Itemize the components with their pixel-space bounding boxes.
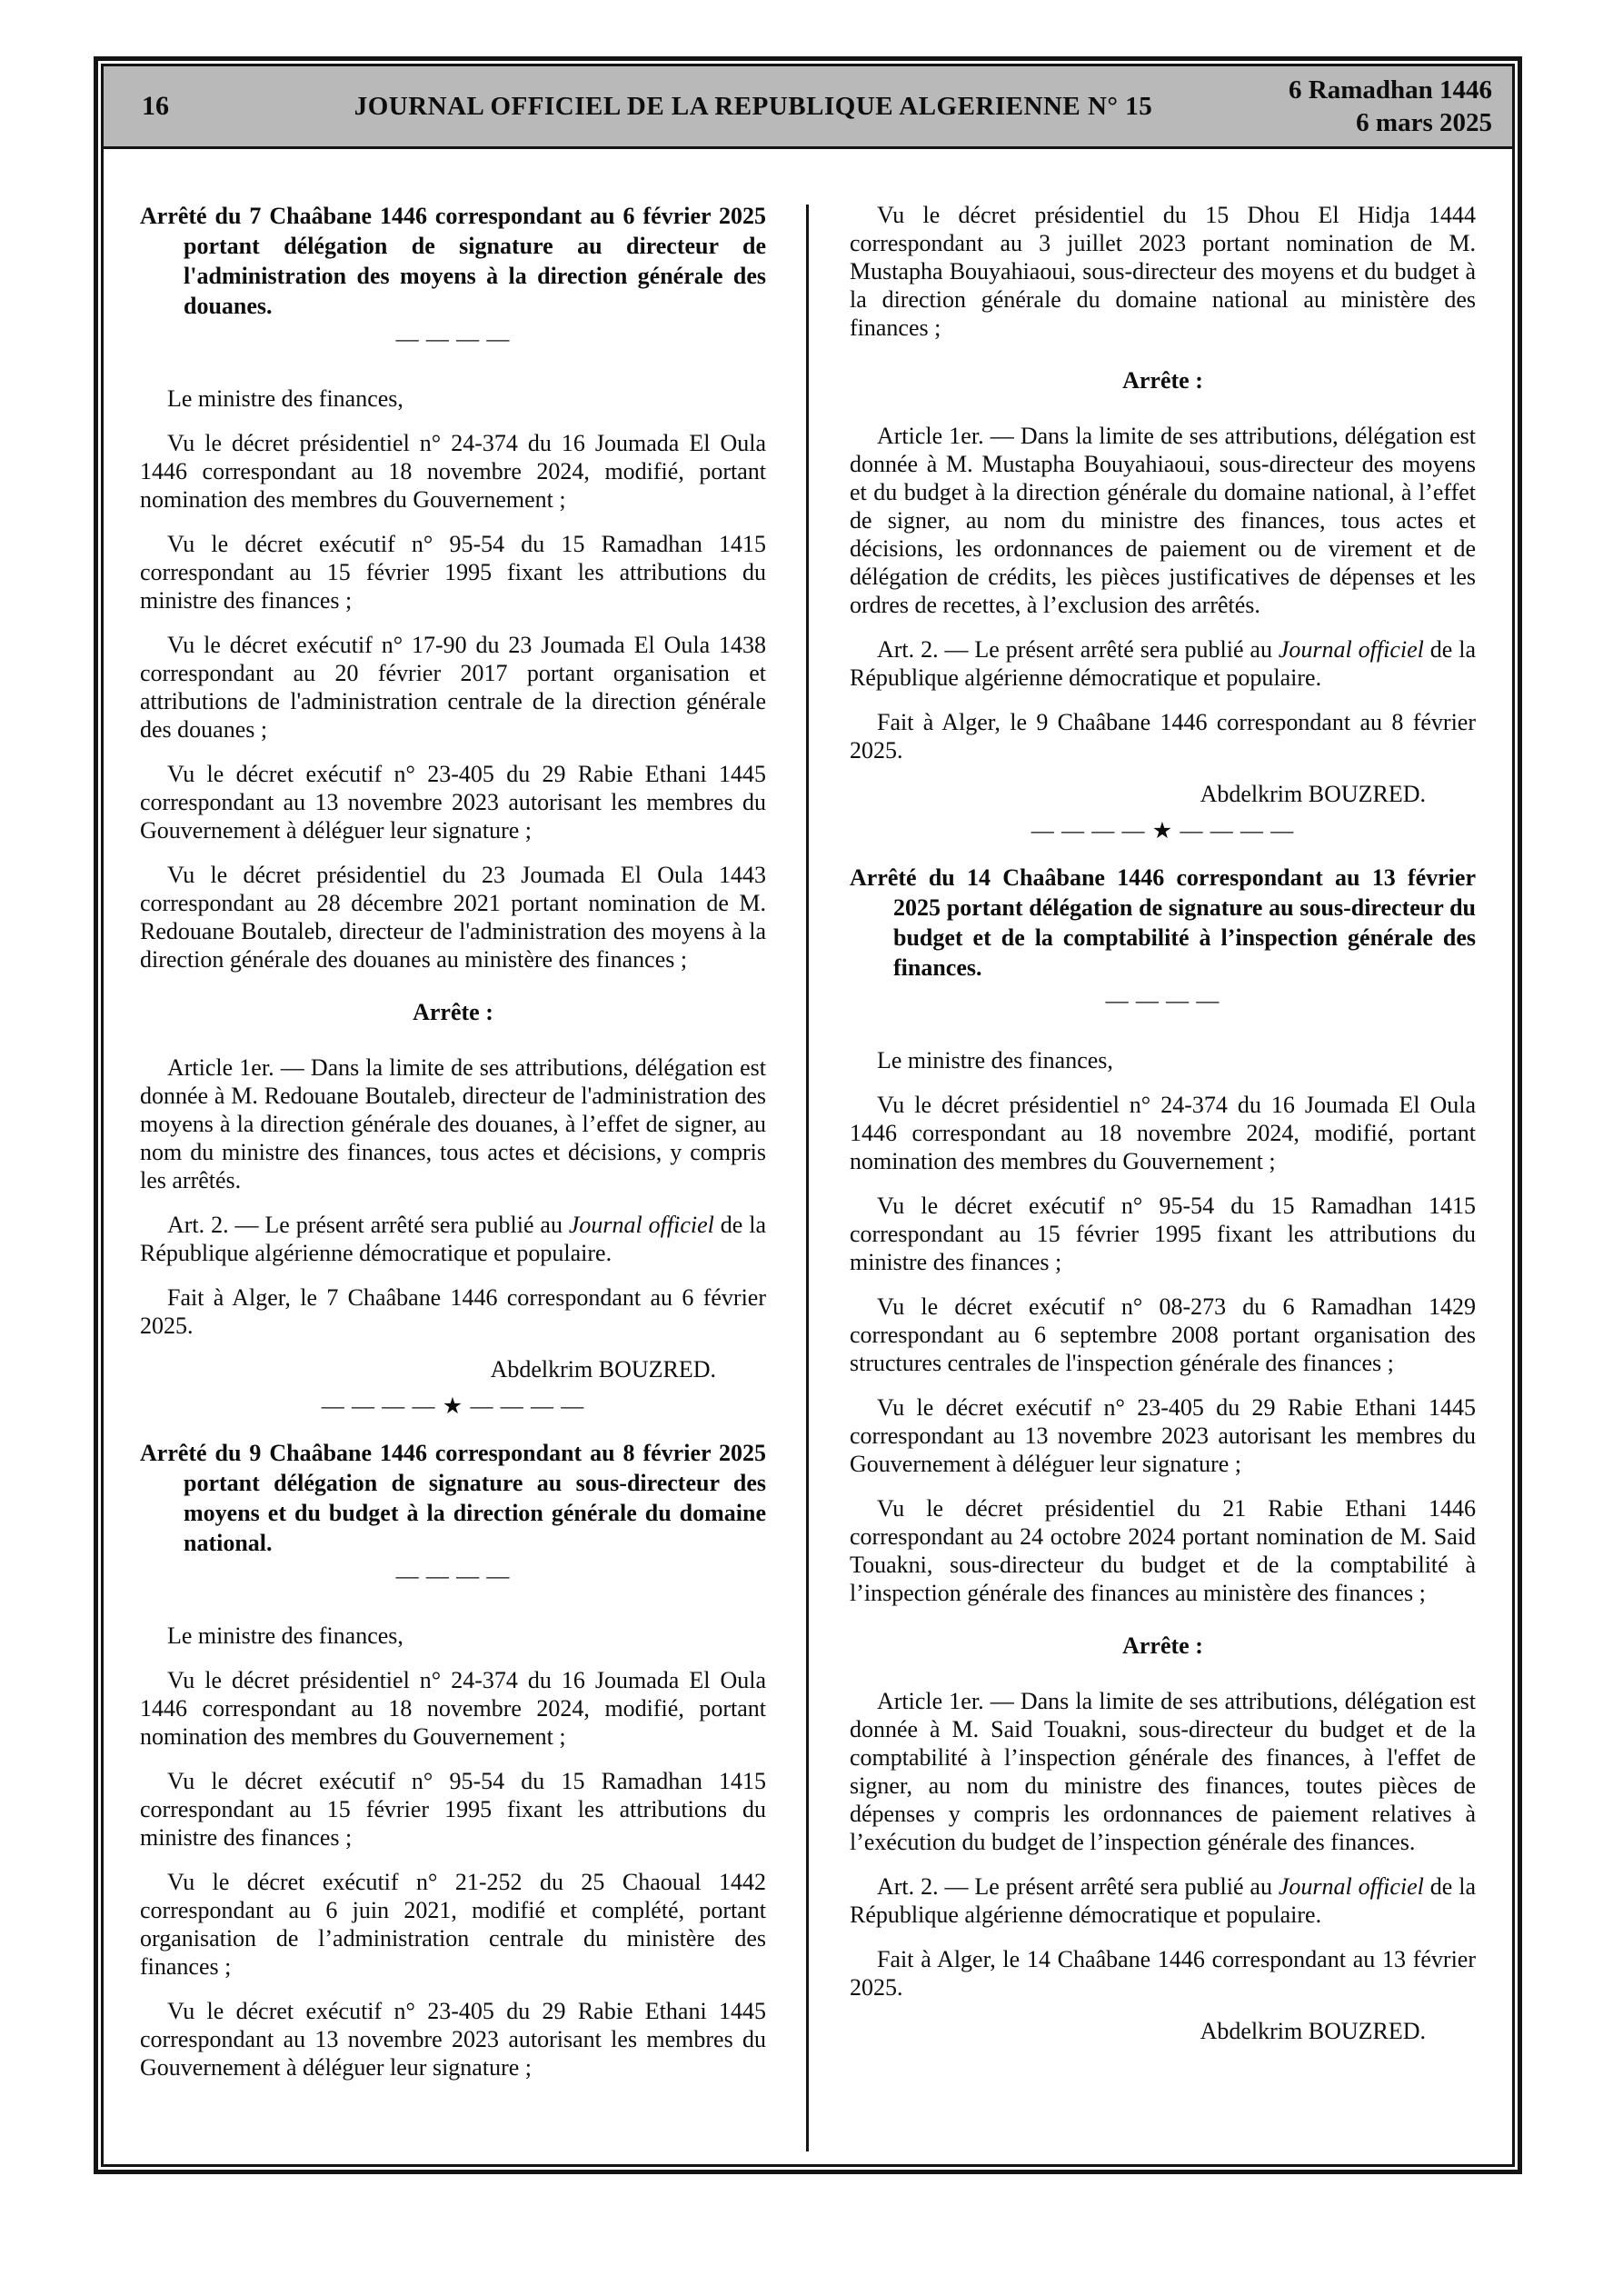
arrete-heading: Arrête : <box>1122 1632 1203 1659</box>
paragraph <box>140 1211 766 1267</box>
arrete-title: Arrêté du 9 Chaâbane 1446 correspondant au 8 février 2025 portant délégation de signature au sous-directeur des moyens et du budget à la direction générale du domaine national. <box>140 1440 766 1556</box>
paragraph: Le ministre des finances, <box>167 1622 403 1649</box>
arrete-heading: Arrête : <box>1122 367 1203 394</box>
dash-separator: — — — — <box>395 1564 511 1589</box>
paragraph: Vu le décret exécutif n° 21-252 du 25 Chaoual 1442 correspondant au 6 juin 2021, modifié et complété, portant organisation de l’administration centrale du ministère des finances ; <box>140 1869 766 1980</box>
paragraph: Vu le décret exécutif n° 95-54 du 15 Ramadhan 1415 correspondant au 15 février 1995 fixant les attributions du ministre des finances ; <box>850 1193 1476 1275</box>
star-separator: — — — — ★ — — — — <box>1031 819 1295 844</box>
header-band <box>104 66 1512 149</box>
paragraph: Fait à Alger, le 9 Chaâbane 1446 correspondant au 8 février 2025. <box>850 709 1476 764</box>
dash-separator: — — — — <box>395 327 511 352</box>
paragraph: Vu le décret exécutif n° 95-54 du 15 Ramadhan 1415 correspondant au 15 février 1995 fixant les attributions du ministre des finances ; <box>140 531 766 614</box>
paragraph <box>850 635 1476 692</box>
star-separator: — — — — ★ — — — — <box>321 1394 585 1419</box>
paragraph: Vu le décret présidentiel n° 24-374 du 16 Joumada El Oula 1446 correspondant au 18 novembre 2024, modifié, portant nomination des membres du Gouvernement ; <box>850 1092 1476 1174</box>
paragraph: Vu le décret présidentiel du 15 Dhou El Hidja 1444 correspondant au 3 juillet 2023 portant nomination de M. Mustapha Bouyahiaoui, sous-directeur des moyens et du budget à la direction générale du domaine national au ministère des finances ; <box>850 202 1476 341</box>
paragraph: Le ministre des finances, <box>167 385 403 412</box>
paragraph: Vu le décret présidentiel du 21 Rabie Ethani 1446 correspondant au 24 octobre 2024 portant nomination de M. Said Touakni, sous-directeur du budget et de la comptabilité à l’inspection générale des finances au ministère des finances ; <box>850 1495 1476 1606</box>
journal-title: JOURNAL OFFICIEL DE LA REPUBLIQUE ALGERIENNE N° 15 <box>353 91 1153 121</box>
signature: Abdelkrim BOUZRED. <box>490 1356 716 1383</box>
paragraph: Le ministre des finances, <box>877 1047 1113 1073</box>
dash-separator: — — — — <box>1105 989 1220 1013</box>
text-run: de la République algérienne démocratique et populaire. <box>850 636 1476 691</box>
arrete-title: Arrêté du 14 Chaâbane 1446 correspondant au 13 février 2025 portant délégation de signature au sous-directeur du budget et de la comptabilité à l’inspection générale des finances. <box>850 864 1476 981</box>
paragraph: Fait à Alger, le 7 Chaâbane 1446 correspondant au 6 février 2025. <box>140 1284 766 1339</box>
text-run: de la République algérienne démocratique et populaire. <box>850 1873 1476 1928</box>
italic-run: Journal officiel <box>1278 636 1424 663</box>
paragraph <box>850 1872 1476 1929</box>
paragraph: Vu le décret exécutif n° 08-273 du 6 Ramadhan 1429 correspondant au 6 septembre 2008 portant organisation des structures centrales de l'inspection générale des finances ; <box>850 1293 1476 1376</box>
page-number: 16 <box>142 91 169 121</box>
header-dates <box>1247 74 1492 139</box>
page-frame <box>94 56 1522 2174</box>
text-run: Art. 2. — Le présent arrêté sera publié au <box>167 1212 569 1238</box>
italic-run: Journal officiel <box>1278 1873 1424 1900</box>
arrete-title: Arrêté du 7 Chaâbane 1446 correspondant au 6 février 2025 portant délégation de signature au directeur de l'administration des moyens à la direction générale des douanes. <box>140 203 766 319</box>
paragraph: Vu le décret exécutif n° 17-90 du 23 Joumada El Oula 1438 correspondant au 20 février 2017 portant organisation et attributions de l'administration centrale de la direction générale des douanes ; <box>140 632 766 743</box>
italic-run: Journal officiel <box>568 1212 714 1238</box>
signature: Abdelkrim BOUZRED. <box>1200 2018 1426 2044</box>
date-gregorian: 6 mars 2025 <box>1356 108 1492 137</box>
column-right <box>808 152 1512 2164</box>
paragraph: Fait à Alger, le 14 Chaâbane 1446 correspondant au 13 février 2025. <box>850 1946 1476 2001</box>
paragraph: Vu le décret présidentiel n° 24-374 du 16 Joumada El Oula 1446 correspondant au 18 novembre 2024, modifié, portant nomination des membres du Gouvernement ; <box>140 430 766 513</box>
column-left <box>104 152 808 2164</box>
arrete-heading: Arrête : <box>413 999 493 1025</box>
paragraph: Vu le décret exécutif n° 23-405 du 29 Rabie Ethani 1445 correspondant au 13 novembre 2023 autorisant les membres du Gouvernement à déléguer leur signature ; <box>850 1394 1476 1477</box>
text-run: de la République algérienne démocratique et populaire. <box>140 1212 766 1266</box>
signature: Abdelkrim BOUZRED. <box>1200 781 1426 807</box>
date-hijri: 6 Ramadhan 1446 <box>1289 75 1492 105</box>
paragraph: Vu le décret présidentiel du 23 Joumada El Oula 1443 correspondant au 28 décembre 2021 portant nomination de M. Redouane Boutaleb, directeur de l'administration des moyens à la direction générale des douanes au ministère des finances ; <box>140 862 766 973</box>
paragraph: Vu le décret exécutif n° 23-405 du 29 Rabie Ethani 1445 correspondant au 13 novembre 2023 autorisant les membres du Gouvernement à déléguer leur signature ; <box>140 761 766 844</box>
paragraph: Article 1er. — Dans la limite de ses attributions, délégation est donnée à M. Said Touakni, sous-directeur du budget et de la comptabilité à l’inspection générale des finances, à l'effet de signer, au nom du ministre des finances, toutes pièces de dépenses y compris les ordonnances de paiement relatives à l’exécution du budget de l’inspection générale des finances. <box>850 1688 1476 1855</box>
text-run: Art. 2. — Le présent arrêté sera publié au <box>877 636 1279 663</box>
paragraph: Article 1er. — Dans la limite de ses attributions, délégation est donnée à M. Mustapha Bouyahiaoui, sous-directeur des moyens et du budget à la direction générale du domaine national, à l’effet de signer, au nom du ministre des finances, tous actes et décisions, les ordonnances de paiement ou de virement et de délégation de crédits, les pièces justificatives de dépenses et les ordres de recettes, à l’exclusion des arrêtés. <box>850 423 1476 618</box>
paragraph: Vu le décret exécutif n° 95-54 du 15 Ramadhan 1415 correspondant au 15 février 1995 fixant les attributions du ministre des finances ; <box>140 1768 766 1851</box>
paragraph: Vu le décret présidentiel n° 24-374 du 16 Joumada El Oula 1446 correspondant au 18 novembre 2024, modifié, portant nomination des membres du Gouvernement ; <box>140 1667 766 1750</box>
column-divider <box>806 205 809 2151</box>
text-run: Art. 2. — Le présent arrêté sera publié au <box>877 1873 1279 1900</box>
paragraph: Vu le décret exécutif n° 23-405 du 29 Rabie Ethani 1445 correspondant au 13 novembre 2023 autorisant les membres du Gouvernement à déléguer leur signature ; <box>140 1998 766 2081</box>
paragraph: Article 1er. — Dans la limite de ses attributions, délégation est donnée à M. Redouane Boutaleb, directeur de l'administration des moyens à la direction générale des douanes, à l’effet de signer, au nom du ministre des finances, tous actes et décisions, y compris les arrêtés. <box>140 1054 766 1193</box>
page-inner-frame <box>101 64 1515 2167</box>
